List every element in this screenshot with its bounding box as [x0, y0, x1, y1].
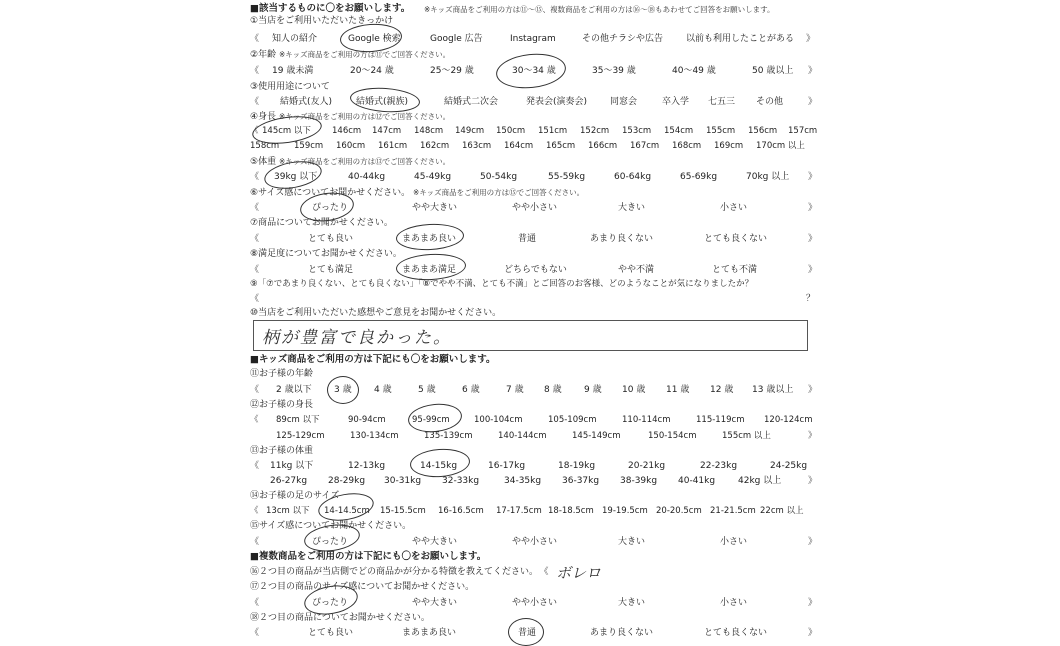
- q3-options: [250, 96, 820, 108]
- q8-label: ⑧満足度についてお聞かせください。: [250, 249, 402, 259]
- bracket-open: 《: [250, 294, 260, 304]
- q15-option[interactable]: やや大きい: [412, 537, 458, 547]
- q4-option[interactable]: 162cm: [420, 141, 450, 151]
- q14-option[interactable]: 16-16.5cm: [438, 506, 484, 516]
- q4-option[interactable]: 163cm: [462, 141, 492, 151]
- q4-option[interactable]: 152cm: [580, 126, 610, 136]
- q7-options: [250, 233, 820, 245]
- q4-option[interactable]: 168cm: [672, 141, 702, 151]
- q11-option[interactable]: 6 歳: [462, 385, 480, 395]
- q15-option[interactable]: やや小さい: [512, 537, 558, 547]
- q8-options: [250, 264, 820, 276]
- bracket-open: 《: [250, 506, 259, 516]
- q5-option[interactable]: 55-59kg: [548, 172, 586, 182]
- q2-option[interactable]: 30〜34 歳: [512, 66, 556, 76]
- bracket-close: 》: [808, 431, 817, 441]
- q12-option[interactable]: 150-154cm: [648, 431, 697, 441]
- q4-label-text: ④身長: [250, 112, 277, 122]
- q15-label: ⑮サイズ感についてお聞かせください。: [250, 521, 412, 531]
- q4-option[interactable]: 155cm: [706, 126, 736, 136]
- q5-option[interactable]: 70kg 以上: [746, 172, 790, 182]
- q5-option[interactable]: 39kg 以下: [274, 172, 318, 182]
- q17-option[interactable]: 大きい: [618, 598, 646, 608]
- q14-option[interactable]: 17-17.5cm: [496, 506, 542, 516]
- q4-option[interactable]: 161cm: [378, 141, 408, 151]
- q8-option[interactable]: やや不満: [618, 265, 655, 275]
- q6-label-text: ⑥サイズ感についてお聞かせください。: [250, 188, 411, 198]
- q11-option[interactable]: 4 歳: [374, 385, 392, 395]
- q13-option[interactable]: 40-41kg: [678, 476, 716, 486]
- bracket-close: 》: [808, 537, 818, 547]
- bracket-close: 》: [808, 66, 818, 76]
- bracket-close: 》: [808, 476, 818, 486]
- q11-option[interactable]: 3 歳: [334, 385, 352, 395]
- q11-option[interactable]: 7 歳: [506, 385, 524, 395]
- q5-label-text: ⑤体重: [250, 157, 277, 167]
- bracket-open: 《: [250, 265, 260, 275]
- q1-option[interactable]: その他チラシや広告: [582, 34, 664, 44]
- bracket-open: 《: [250, 203, 260, 213]
- q12-option[interactable]: 90-94cm: [348, 415, 386, 425]
- q11-option[interactable]: 11 歳: [666, 385, 690, 395]
- q13-options-row2: [250, 475, 820, 487]
- q11-label: ⑪お子様の年齢: [250, 369, 314, 379]
- q8-option[interactable]: とても不満: [712, 265, 758, 275]
- bracket-open: 《: [250, 34, 260, 44]
- q4-option[interactable]: 151cm: [538, 126, 568, 136]
- q18-option[interactable]: あまり良くない: [590, 628, 654, 638]
- selection-circle: [494, 50, 567, 91]
- kids-heading: ■キッズ商品をご利用の方は下記にも〇をお願いします。: [250, 354, 496, 365]
- q13-option[interactable]: 26-27kg: [270, 476, 308, 486]
- bracket-open: 《: [250, 628, 260, 638]
- q13-option[interactable]: 32-33kg: [442, 476, 480, 486]
- bracket-open: 《: [250, 234, 260, 244]
- q13-option[interactable]: 34-35kg: [504, 476, 542, 486]
- heading-note: ※キッズ商品をご利用の方は⑪〜⑮、複数商品をご利用の方は⑯〜⑱もあわせてご回答をお願いします。: [424, 5, 775, 14]
- q11-option[interactable]: 10 歳: [622, 385, 646, 395]
- q18-option[interactable]: とても良くない: [704, 628, 768, 638]
- bracket-close: 》: [806, 34, 816, 44]
- q15-option[interactable]: 大きい: [618, 537, 646, 547]
- selection-circle: [327, 376, 359, 404]
- bracket-close: 》: [808, 598, 818, 608]
- q4-option[interactable]: 156cm: [748, 126, 778, 136]
- bracket-open: 《: [250, 598, 260, 608]
- bracket-open: 《: [250, 126, 259, 136]
- q16-label: [250, 567, 549, 578]
- q4-option[interactable]: 150cm: [496, 126, 526, 136]
- q12-option[interactable]: 105-109cm: [548, 415, 597, 425]
- q3-option[interactable]: 結婚式二次会: [444, 97, 499, 107]
- bracket-open: 《: [250, 415, 259, 425]
- handwritten-comment: 柄が豊富で良かった。: [262, 328, 452, 348]
- q6-label: [250, 187, 584, 199]
- q1-option[interactable]: Google 広告: [430, 34, 483, 44]
- selection-circle: [395, 222, 464, 252]
- q1-option[interactable]: Instagram: [510, 34, 556, 44]
- bracket-open: 《: [250, 172, 260, 182]
- q14-option[interactable]: 18-18.5cm: [548, 506, 594, 516]
- bracket-close: 》: [808, 234, 818, 244]
- q1-option[interactable]: 以前も利用したことがある: [686, 34, 795, 44]
- q5-note: ※キッズ商品をご利用の方は⑬でご回答ください。: [278, 157, 451, 166]
- q7-option[interactable]: とても良くない: [704, 234, 768, 244]
- q15-option[interactable]: 小さい: [720, 537, 748, 547]
- q12-options-row2: [250, 430, 820, 442]
- q2-option[interactable]: 19 歳未満: [272, 66, 314, 76]
- q2-option[interactable]: 25〜29 歳: [430, 66, 474, 76]
- q4-option[interactable]: 159cm: [294, 141, 324, 151]
- q12-option[interactable]: 135-139cm: [424, 431, 473, 441]
- q12-option[interactable]: 115-119cm: [696, 415, 745, 425]
- q1-option[interactable]: 知人の紹介: [272, 34, 318, 44]
- bracket-close: 》: [808, 97, 818, 107]
- q13-option[interactable]: 38-39kg: [620, 476, 658, 486]
- q4-note: ※キッズ商品をご利用の方は⑫でご回答ください。: [278, 112, 451, 121]
- q5-option[interactable]: 65-69kg: [680, 172, 718, 182]
- q4-option[interactable]: 157cm: [788, 126, 818, 136]
- q7-option[interactable]: まあまあ良い: [402, 234, 457, 244]
- bracket-close: 》: [808, 628, 818, 638]
- q12-option[interactable]: 155cm 以上: [722, 431, 771, 441]
- bracket-close: 》: [808, 172, 818, 182]
- q13-option[interactable]: 11kg 以下: [270, 461, 314, 471]
- q5-option[interactable]: 60-64kg: [614, 172, 652, 182]
- q12-option[interactable]: 125-129cm: [276, 431, 325, 441]
- q3-option[interactable]: 結婚式(友人): [280, 97, 333, 107]
- q4-options-row1: [250, 125, 818, 137]
- q13-option[interactable]: 30-31kg: [384, 476, 422, 486]
- q14-option[interactable]: 21-21.5cm: [710, 506, 756, 516]
- multi-heading: ■複数商品をご利用の方は下記にも〇をお願いします。: [250, 551, 487, 562]
- bracket-close: 》: [808, 203, 818, 213]
- q6-option[interactable]: 大きい: [618, 203, 646, 213]
- q3-option[interactable]: 卒入学: [662, 97, 690, 107]
- q12-label: ⑫お子様の身長: [250, 400, 314, 410]
- q4-option[interactable]: 154cm: [664, 126, 694, 136]
- q11-option[interactable]: 2 歳以下: [276, 385, 312, 395]
- bracket-open: 《: [250, 385, 260, 395]
- q3-label: ③使用用途について: [250, 82, 330, 92]
- q2-option[interactable]: 50 歳以上: [752, 66, 794, 76]
- q14-option[interactable]: 13cm 以下: [266, 506, 310, 516]
- q3-option[interactable]: 同窓会: [610, 97, 638, 107]
- q6-note: ※キッズ商品をご利用の方は⑮でご回答ください。: [413, 188, 585, 197]
- handwritten-item-feature: ボレロ: [556, 564, 602, 582]
- q12-option[interactable]: 110-114cm: [622, 415, 671, 425]
- q18-option[interactable]: 普通: [518, 628, 537, 638]
- q13-option[interactable]: 42kg 以上: [738, 476, 782, 486]
- q4-option[interactable]: 149cm: [455, 126, 485, 136]
- q3-option[interactable]: 発表会(演奏会): [526, 97, 588, 107]
- q2-label: [250, 49, 450, 61]
- q4-option[interactable]: 167cm: [630, 141, 660, 151]
- q1-option[interactable]: Google 検索: [348, 34, 401, 44]
- q11-option[interactable]: 5 歳: [418, 385, 436, 395]
- bracket-open: 《: [250, 97, 260, 107]
- q13-option[interactable]: 24-25kg: [770, 461, 808, 471]
- q3-option[interactable]: 七五三: [708, 97, 736, 107]
- q5-option[interactable]: 50-54kg: [480, 172, 518, 182]
- q14-option[interactable]: 22cm 以上: [760, 506, 804, 516]
- q13-option[interactable]: 16-17kg: [488, 461, 526, 471]
- q12-options-row1: [250, 414, 820, 426]
- q5-options: [250, 171, 820, 183]
- q7-option[interactable]: とても良い: [308, 234, 354, 244]
- q14-option[interactable]: 15-15.5cm: [380, 506, 426, 516]
- q3-option[interactable]: その他: [756, 97, 784, 107]
- q4-options-row2: [250, 140, 810, 152]
- q14-option[interactable]: 20-20.5cm: [656, 506, 702, 516]
- q4-option[interactable]: 164cm: [504, 141, 534, 151]
- q4-option[interactable]: 165cm: [546, 141, 576, 151]
- q2-option[interactable]: 35〜39 歳: [592, 66, 636, 76]
- q13-options-row1: [250, 460, 820, 472]
- q13-option[interactable]: 14-15kg: [420, 461, 458, 471]
- bracket-close: 》: [808, 265, 818, 275]
- q16-label-text: ⑯２つ目の商品が当店側でどの商品かが分かる特徴を教えてください。: [250, 567, 539, 577]
- q6-option[interactable]: やや大きい: [412, 203, 458, 213]
- q17-option[interactable]: ぴったり: [312, 598, 349, 608]
- q4-option[interactable]: 145cm 以下: [262, 126, 311, 136]
- selection-circle: [395, 252, 466, 282]
- q4-option[interactable]: 158cm: [250, 141, 280, 151]
- q6-option[interactable]: ぴったり: [312, 203, 349, 213]
- q8-option[interactable]: どちらでもない: [504, 265, 567, 275]
- q13-option[interactable]: 12-13kg: [348, 461, 386, 471]
- q2-note: ※キッズ商品をご利用の方は⑪でご回答ください。: [278, 50, 451, 59]
- q4-option[interactable]: 169cm: [714, 141, 744, 151]
- q8-option[interactable]: とても満足: [308, 265, 354, 275]
- q14-label: ⑭お子様の足のサイズ: [250, 491, 340, 501]
- q1-label: ①当店をご利用いただいたきっかけ: [250, 16, 394, 26]
- q12-option[interactable]: 130-134cm: [350, 431, 399, 441]
- q12-option[interactable]: 140-144cm: [498, 431, 547, 441]
- q7-option[interactable]: あまり良くない: [590, 234, 654, 244]
- q5-option[interactable]: 40-44kg: [348, 172, 386, 182]
- q4-option[interactable]: 148cm: [414, 126, 444, 136]
- q17-option[interactable]: やや大きい: [412, 598, 458, 608]
- bracket-open: 《: [250, 461, 260, 471]
- q12-option[interactable]: 100-104cm: [474, 415, 523, 425]
- bracket-close-question: ？: [806, 294, 816, 304]
- q13-option[interactable]: 18-19kg: [558, 461, 596, 471]
- bracket-close: 》: [808, 385, 818, 395]
- q15-option[interactable]: ぴったり: [312, 537, 349, 547]
- bracket-open: 《: [250, 537, 260, 547]
- q9-answer-line[interactable]: [250, 293, 820, 305]
- q18-label: ⑱２つ目の商品についてお聞かせください。: [250, 613, 430, 623]
- q9-label: ⑨「⑦であまり良くない、とても良くない」「⑧でやや不満、とても不満」とご回答のお客様、どのようなことが気になりましたか？: [250, 279, 754, 289]
- q2-option[interactable]: 20〜24 歳: [350, 66, 394, 76]
- q17-label: ⑰２つ目の商品のサイズ感についてお聞かせください。: [250, 582, 475, 592]
- q14-option[interactable]: 14-14.5cm: [324, 506, 370, 516]
- q6-option[interactable]: やや小さい: [512, 203, 558, 213]
- q13-option[interactable]: 36-37kg: [562, 476, 600, 486]
- q2-option[interactable]: 40〜49 歳: [672, 66, 716, 76]
- q12-option[interactable]: 95-99cm: [412, 415, 450, 425]
- q11-option[interactable]: 8 歳: [544, 385, 562, 395]
- q5-option[interactable]: 45-49kg: [414, 172, 452, 182]
- q17-option[interactable]: 小さい: [720, 598, 748, 608]
- bracket-open: 《: [250, 66, 260, 76]
- q4-option[interactable]: 147cm: [372, 126, 402, 136]
- q12-option[interactable]: 145-149cm: [572, 431, 621, 441]
- q6-option[interactable]: 小さい: [720, 203, 748, 213]
- q13-label: ⑬お子様の体重: [250, 446, 314, 456]
- q17-option[interactable]: やや小さい: [512, 598, 558, 608]
- q18-option[interactable]: とても良い: [308, 628, 354, 638]
- bracket-open: 《: [544, 567, 549, 577]
- survey-heading: ■該当するものに〇をお願いします。: [250, 3, 411, 14]
- q4-option[interactable]: 170cm 以上: [756, 141, 805, 151]
- q13-option[interactable]: 28-29kg: [328, 476, 366, 486]
- q2-label-text: ②年齢: [250, 50, 277, 60]
- q4-option[interactable]: 153cm: [622, 126, 652, 136]
- q7-label: ⑦商品についてお聞かせください。: [250, 218, 393, 228]
- q12-option[interactable]: 120-124cm: [764, 415, 813, 425]
- q1-options: [250, 33, 820, 45]
- selection-circle: [508, 618, 544, 646]
- q11-option[interactable]: 12 歳: [710, 385, 734, 395]
- q18-option[interactable]: まあまあ良い: [402, 628, 457, 638]
- q10-label: ⑩当店をご利用いただいた感想やご意見をお聞かせください。: [250, 308, 502, 318]
- q12-option[interactable]: 89cm 以下: [276, 415, 320, 425]
- q13-option[interactable]: 20-21kg: [628, 461, 666, 471]
- q3-option[interactable]: 結婚式(親族): [356, 97, 409, 107]
- q11-option[interactable]: 13 歳以上: [752, 385, 794, 395]
- q8-option[interactable]: まあまあ満足: [402, 265, 457, 275]
- q11-option[interactable]: 9 歳: [584, 385, 602, 395]
- q4-option[interactable]: 146cm: [332, 126, 362, 136]
- q13-option[interactable]: 22-23kg: [700, 461, 738, 471]
- q7-option[interactable]: 普通: [518, 234, 537, 244]
- q4-option[interactable]: 160cm: [336, 141, 366, 151]
- q4-option[interactable]: 166cm: [588, 141, 618, 151]
- q14-option[interactable]: 19-19.5cm: [602, 506, 648, 516]
